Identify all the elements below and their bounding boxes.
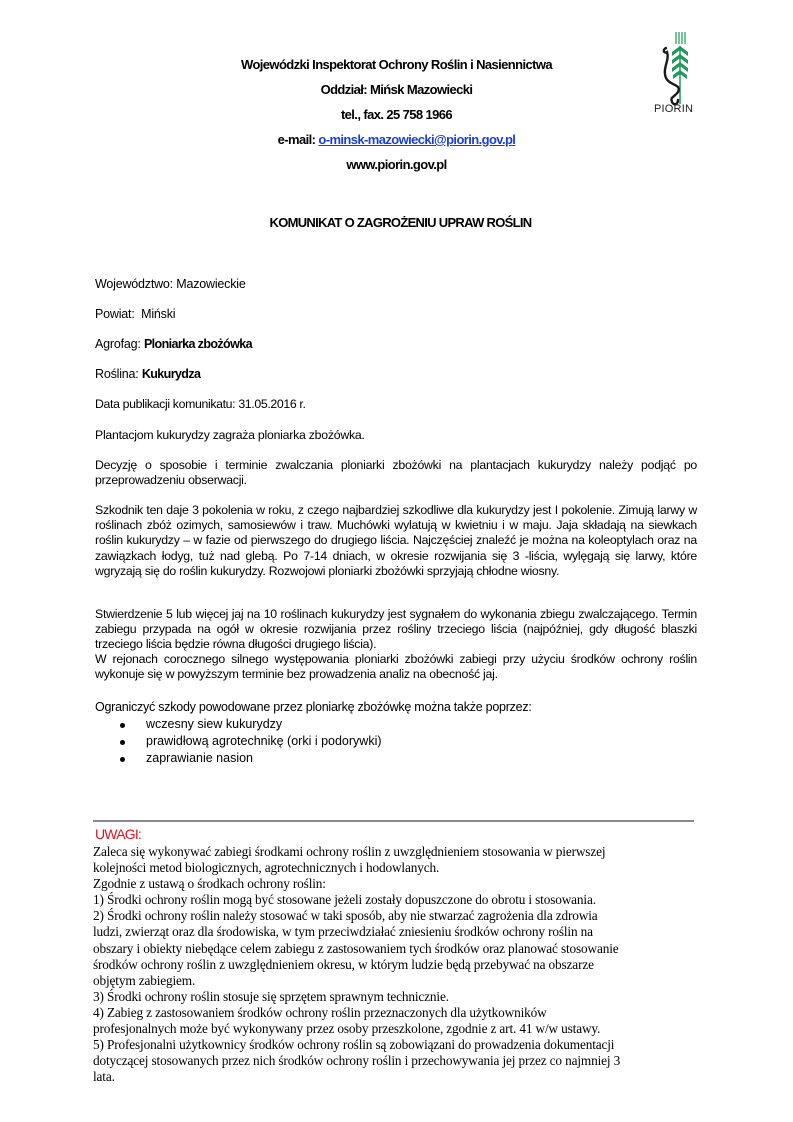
notes-line: 5) Profesjonalni użytkownicy środków ochrony roślin są zobowiązani do prowadzenia dokumentacji bbox=[93, 1037, 615, 1053]
prevention-list bbox=[95, 716, 382, 767]
field-date bbox=[95, 397, 306, 411]
field-county bbox=[95, 307, 175, 321]
website: www.piorin.gov.pl bbox=[346, 157, 447, 172]
field-label: Data publikacji komunikatu: bbox=[95, 397, 239, 411]
notes-line: Zaleca się wykonywać zabiegi środkami ochrony roślin z uwzględnieniem stosowania w pierwszej bbox=[93, 844, 606, 859]
notes-line: profesjonalnych może być wykonywany przez osoby przeszkolone, zgodnie z art. 41 w/w ustawy. bbox=[93, 1021, 601, 1037]
field-value: Kukurydza bbox=[141, 367, 201, 381]
notes-line: 1) Środki ochrony roślin mogą być stosowane jeżeli zostały dopuszczone do obrotu i stosowania. bbox=[93, 892, 596, 908]
logo-text: PIORIN bbox=[654, 103, 694, 115]
organization-name: Wojewódzki Inspektorat Ochrony Roślin i Nasiennictwa bbox=[241, 57, 552, 72]
notes-line: kolejności metod biologicznych, agrotechnicznych i hodowlanych. bbox=[93, 860, 440, 876]
field-label: Roślina: bbox=[95, 367, 142, 381]
email-line bbox=[0, 127, 793, 152]
email-label: e-mail: bbox=[277, 132, 319, 147]
bullet-icon bbox=[120, 757, 125, 762]
bullet-icon bbox=[120, 740, 125, 745]
notes-line: 2) Środki ochrony roślin należy stosować w taki sposób, aby nie stwarzać zagrożenia dla zdrowia bbox=[93, 908, 598, 924]
list-item bbox=[95, 716, 382, 733]
paragraph-regions: W rejonach corocznego silnego występowania ploniarki zbożówki zabiegi przy użyciu środków ochrony roślin wykonuje się w powyższym terminie bez prowadzenia analiz na obecność jaj. bbox=[95, 652, 697, 681]
list-item-text: wczesny siew kukurydzy bbox=[146, 717, 283, 731]
phone-fax: tel., fax. 25 758 1966 bbox=[340, 107, 453, 122]
field-value: Miński bbox=[141, 307, 176, 321]
notes-line: lata. bbox=[93, 1069, 115, 1085]
notes-body bbox=[93, 844, 713, 1085]
page-title: KOMUNIKAT O ZAGROŻENIU UPRAW ROŚLIN bbox=[269, 215, 532, 230]
branch-name: Oddział: Mińsk Mazowiecki bbox=[320, 82, 473, 97]
notes-line: 4) Zabieg z zastosowaniem środków ochrony roślin przeznaczonych dla użytkowników bbox=[93, 1004, 547, 1020]
list-item bbox=[95, 750, 382, 767]
section-divider bbox=[93, 820, 694, 822]
notes-line: obszary i obiekty niebędące celem zabiegu z zastosowaniem tych środków oraz planować stosowanie bbox=[93, 940, 619, 956]
field-value: Ploniarka zbożówka bbox=[143, 337, 252, 351]
list-item-text: prawidłową agrotechnikę (orki i podorywki) bbox=[146, 734, 382, 748]
paragraph-threat: Plantacjom kukurydzy zagraża ploniarka zbożówka. bbox=[95, 428, 365, 442]
list-item bbox=[95, 733, 382, 750]
field-pest bbox=[95, 337, 252, 351]
notes-line: Zgodnie z ustawą o środkach ochrony roślin: bbox=[93, 876, 326, 892]
paragraph-limit-intro: Ograniczyć szkody powodowane przez ploniarkę zbożówkę można także poprzez: bbox=[95, 700, 532, 714]
notes-line: środków ochrony roślin z uwzględnieniem okresu, w którym ludzie będą przebywać na obszarze bbox=[93, 956, 594, 972]
field-voivodeship bbox=[95, 277, 246, 291]
field-value: Mazowieckie bbox=[176, 277, 246, 291]
notes-line: objętym zabiegiem. bbox=[93, 972, 196, 988]
notes-line: dotyczącej stosowanych przez nich środków ochrony roślin i przechowywania jej przez co najmniej 3 bbox=[93, 1053, 621, 1069]
wheat-ear-icon bbox=[672, 32, 688, 104]
notes-line: 3) Środki ochrony roślin stosuje się sprzętem sprawnym technicznie. bbox=[93, 988, 449, 1004]
field-value: 31.05.2016 r. bbox=[238, 397, 306, 411]
field-plant bbox=[95, 367, 200, 381]
notes-title: UWAGI: bbox=[95, 826, 142, 842]
paragraph-threshold: Stwierdzenie 5 lub więcej jaj na 10 roślinach kukurydzy jest sygnałem do wykonania zbiegu zwalczającego. Termin zabiegu przypada na ogół w okresie rozwijania przez rośliny trzeciego liścia (najpóźniej, gdy długość blaszki trzeciego liścia będzie równa długości drugiego liścia). bbox=[95, 607, 697, 651]
notes-line: ludzi, zwierząt oraz dla środowiska, w tym przeciwdziałać zniesieniu środków ochrony roślin na bbox=[93, 924, 593, 940]
field-label: Agrofag: bbox=[95, 337, 144, 351]
bullet-icon bbox=[120, 723, 125, 728]
paragraph-decision: Decyzję o sposobie i terminie zwalczania ploniarki zbożówki na plantacjach kukurydzy należy podjąć po przeprowadzeniu obserwacji. bbox=[95, 458, 697, 487]
email-link[interactable]: o-minsk-mazowiecki@piorin.gov.pl bbox=[318, 132, 516, 147]
paragraph-biology: Szkodnik ten daje 3 pokolenia w roku, z czego najbardziej szkodliwe dla kukurydzy jest I pokolenie. Zimują larwy w roślinach zbóż ozimych, samosiewów i traw. Muchówki wylatują w kwietniu i w maju. Jaja składają na siewkach roślin kukurydzy – w fazie od pierwszego do drugiego liścia. Najczęściej znaleźć je można na koleoptylach oraz na zawiązkach łodyg, tuż nad glebą. Po 7-14 dniach, w okresie rozwijania się 3 -liścia, wylęgają się larwy, które wgryzają się do roślin kukurydzy. Rozwojowi ploniarki zbożówki sprzyjają chłodne wiosny. bbox=[95, 503, 697, 578]
field-label: Powiat: bbox=[95, 307, 142, 321]
list-item-text: zaprawianie nasion bbox=[146, 751, 254, 765]
field-label: Województwo: bbox=[95, 277, 177, 291]
